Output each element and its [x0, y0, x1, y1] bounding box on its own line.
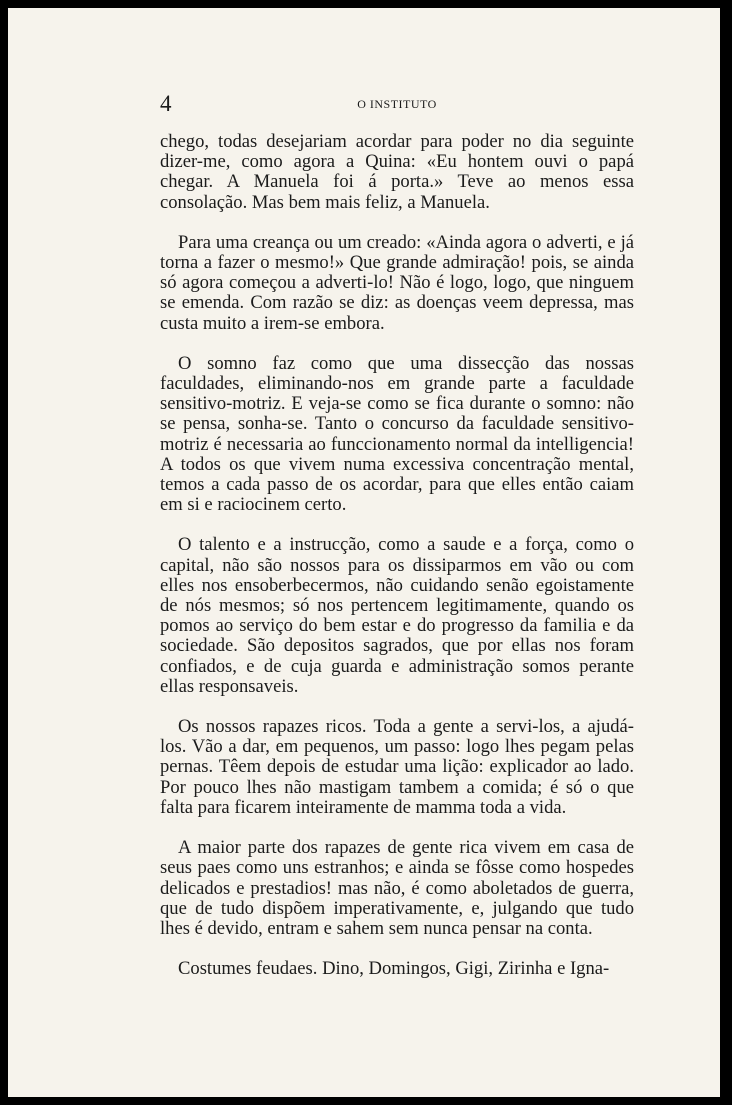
body-text: [160, 132, 634, 979]
paragraph: chego, todas desejariam acordar para poder no dia seguinte dizer-me, como agora a Quina: «Eu hontem ouvi o papá chegar. A Manuela foi á porta.» Teve ao menos essa consolação. Mas bem mais feliz, a Manuela.: [160, 131, 634, 213]
paragraph: Para uma creança ou um creado: «Ainda agora o adverti, e já torna a fazer o mesmo!» Que grande admiração! pois, se ainda só agora começou a adverti-lo! Não é logo, logo, que ninguem se emenda. Com razão se diz: as doenças veem depressa, mas custa muito a irem-se embora.: [160, 231, 634, 334]
paragraph: Os nossos rapazes ricos. Toda a gente a servi-los, a ajudá-los. Vão a dar, em pequenos, um passo: logo lhes pegam pelas pernas. Têem depois de estudar uma lição: explicador ao lado. Por pouco lhes não mastigam tambem a comida; é só o que falta para ficarem inteiramente de mamma toda a vida.: [160, 716, 634, 818]
page-header: [158, 91, 636, 115]
running-title: O INSTITUTO: [357, 97, 437, 111]
book-page: [8, 8, 720, 1097]
paragraph: O talento e a instrucção, como a saude e a força, como o capital, não são nossos para os dissiparmos em vão ou com elles nos ensoberbecermos, não cuidando senão egoistamente de nós mesmos; só nos pertencem legitimamente, quando os pomos ao serviço do bem estar e do progresso da familia e da sociedade. São depositos sagrados, que por ellas nos foram confiados, e de cuja guarda e administração somos perante ellas responsaveis.: [160, 534, 634, 697]
paragraph: O somno faz como que uma dissecção das nossas faculdades, eliminando-nos em grande parte a faculdade sensitivo-motriz. E veja-se como se fica durante o somno: não se pensa, sonha-se. Tanto o concurso da faculdade sensitivo-motriz é necessaria ao funccionamento normal da intelligencia! A todos os que vivem numa excessiva concentração mental, temos a cada passo de os acordar, para que elles então caiam em si e raciocinem certo.: [160, 352, 634, 516]
paragraph: Costumes feudaes. Dino, Domingos, Gigi, Zirinha e Igna-: [178, 958, 610, 980]
paragraph: A maior parte dos rapazes de gente rica vivem em casa de seus paes como uns estranhos; e ainda se fôsse como hospedes delicados e prestadios! mas não, é como aboletados de guerra, que de tudo dispõem imperativamente, e, julgando que tudo lhes é devido, entram e sahem sem nunca pensar na conta.: [160, 837, 634, 939]
page-number: 4: [160, 91, 172, 116]
